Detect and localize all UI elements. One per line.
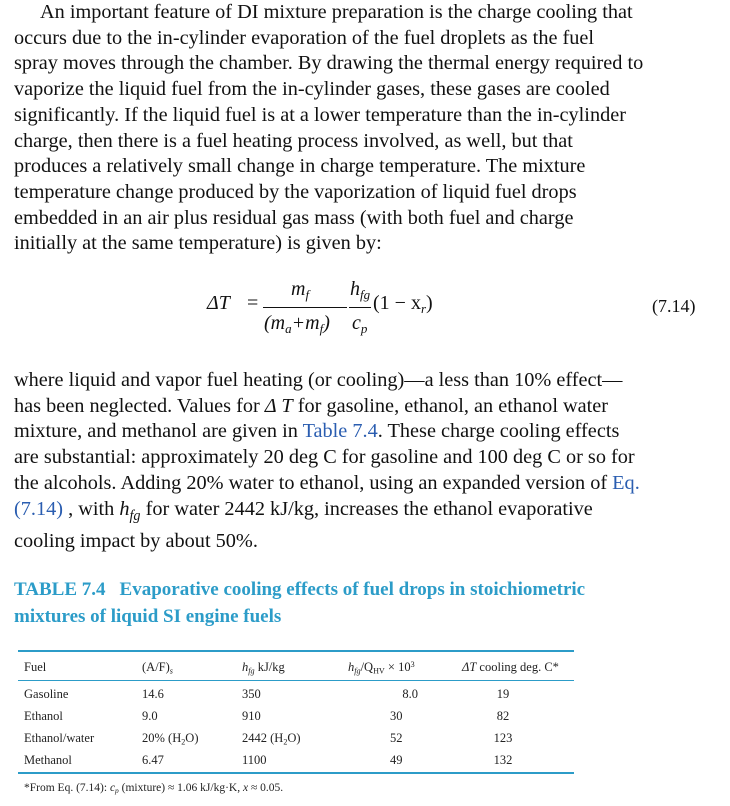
table-cell: 1100 — [242, 753, 267, 767]
caption-line: TABLE 7.4 Evaporative cooling effects of fuel drops in stoichiometric — [14, 579, 586, 600]
fraction1-bar — [263, 307, 347, 308]
column-header-hfg: hfg kJ/kg — [242, 660, 285, 676]
text-line: cooling impact by about 50%. — [14, 530, 258, 553]
equation-number: (7.14) — [652, 296, 696, 316]
fraction1-numerator: mf — [291, 278, 310, 302]
text-line: occurs due to the in-cylinder evaporation of the fuel droplets as the fuel — [14, 26, 595, 49]
table-cell: 20% (H2O) — [142, 731, 199, 747]
table-cell: Ethanol/water — [24, 731, 95, 745]
equation-lhs: ΔT — [207, 292, 230, 314]
table-cell: 123 — [493, 731, 513, 745]
text-line: produces a relatively small change in charge temperature. The mixture — [14, 155, 586, 178]
table-footnote: *From Eq. (7.14): cp (mixture) ≈ 1.06 kJ/kg·K, x ≈ 0.05. — [24, 782, 284, 796]
table-bottom-rule — [18, 772, 574, 774]
fraction2-bar — [349, 307, 371, 308]
table-cell: 82 — [496, 709, 510, 723]
text-line: has been neglected. Values for Δ T for gasoline, ethanol, an ethanol water — [14, 394, 609, 417]
table-cell: 132 — [493, 753, 513, 767]
text-line: are substantial: approximately 20 deg C for gasoline and 100 deg C or so for — [14, 446, 635, 469]
table-cell: Ethanol — [24, 709, 63, 723]
text-line: embedded in an air plus residual gas mass (with both fuel and charge — [14, 206, 574, 229]
table-cell: 52 — [390, 731, 403, 745]
paragraph-intro — [14, 0, 704, 257]
text-line: An important feature of DI mixture preparation is the charge cooling that — [40, 1, 633, 23]
table-caption — [14, 576, 714, 630]
table-top-rule — [18, 650, 574, 652]
equation-7-14-link[interactable]: Eq. — [612, 471, 640, 494]
equation-7-14 — [0, 278, 730, 338]
column-header-dt: ΔT cooling deg. C* — [462, 660, 559, 674]
column-header-af: (A/F)s — [142, 660, 173, 676]
equation-7-14-link-continued[interactable]: (7.14) — [14, 497, 63, 520]
table-cell: 350 — [242, 687, 261, 701]
text-line: where liquid and vapor fuel heating (or cooling)—a less than 10% effect— — [14, 369, 623, 391]
caption-line: mixtures of liquid SI engine fuels — [14, 606, 282, 627]
table-7-4-link[interactable]: Table 7.4 — [302, 420, 378, 443]
paragraph-discussion — [14, 368, 704, 555]
text-line: (7.14) , with $h_{fg}$ for water 2442 kJ/kg, increases the ethanol evaporative — [14, 497, 593, 524]
table-number: TABLE 7.4 — [14, 579, 106, 600]
text-line: significantly. If the liquid fuel is at a lower temperature than the in-cylinder — [14, 103, 626, 126]
table-cell: Gasoline — [24, 687, 69, 701]
fraction2-numerator: hfg — [350, 278, 371, 302]
table-header-rule — [18, 680, 574, 681]
column-header-ratio: $hfg/QHV \times 10^3$ — [348, 660, 415, 676]
text-line: vaporize the liquid fuel from the in-cylinder gases, these gases are cooled — [14, 78, 610, 101]
table-cell: 14.6 — [142, 687, 164, 701]
fraction2-denominator: cp — [352, 312, 368, 336]
table-cell: 9.0 — [142, 709, 158, 723]
fraction1-denominator: (ma+mf) — [264, 312, 330, 336]
table-cell: 2442 (H2O) — [242, 731, 301, 747]
text-line: initially at the same temperature) is given by: — [14, 232, 382, 255]
table-cell: 49 — [390, 753, 403, 767]
equation-equals: = — [247, 292, 259, 314]
table-cell: 6.47 — [142, 753, 164, 767]
column-header-fuel: Fuel — [24, 660, 47, 674]
text-line: temperature change produced by the vaporization of liquid fuel drops — [14, 180, 577, 203]
equation-tail: (1 − xr) — [373, 292, 433, 316]
table-cell: 30 — [390, 709, 403, 723]
text-line: spray moves through the chamber. By drawing the thermal energy required to — [14, 52, 644, 75]
text-line: the alcohols. Adding 20% water to ethanol, using an expanded version of Eq. — [14, 471, 640, 494]
table-cell: 19 — [496, 687, 510, 701]
table-cell: 910 — [242, 709, 261, 723]
text-line: mixture, and methanol are given in Table 7.4. These charge cooling effects — [14, 420, 620, 443]
text-line: charge, then there is a fuel heating process involved, as well, but that — [14, 129, 573, 152]
table-cell: 8.0 — [402, 687, 418, 701]
table-cell: Methanol — [24, 753, 72, 767]
